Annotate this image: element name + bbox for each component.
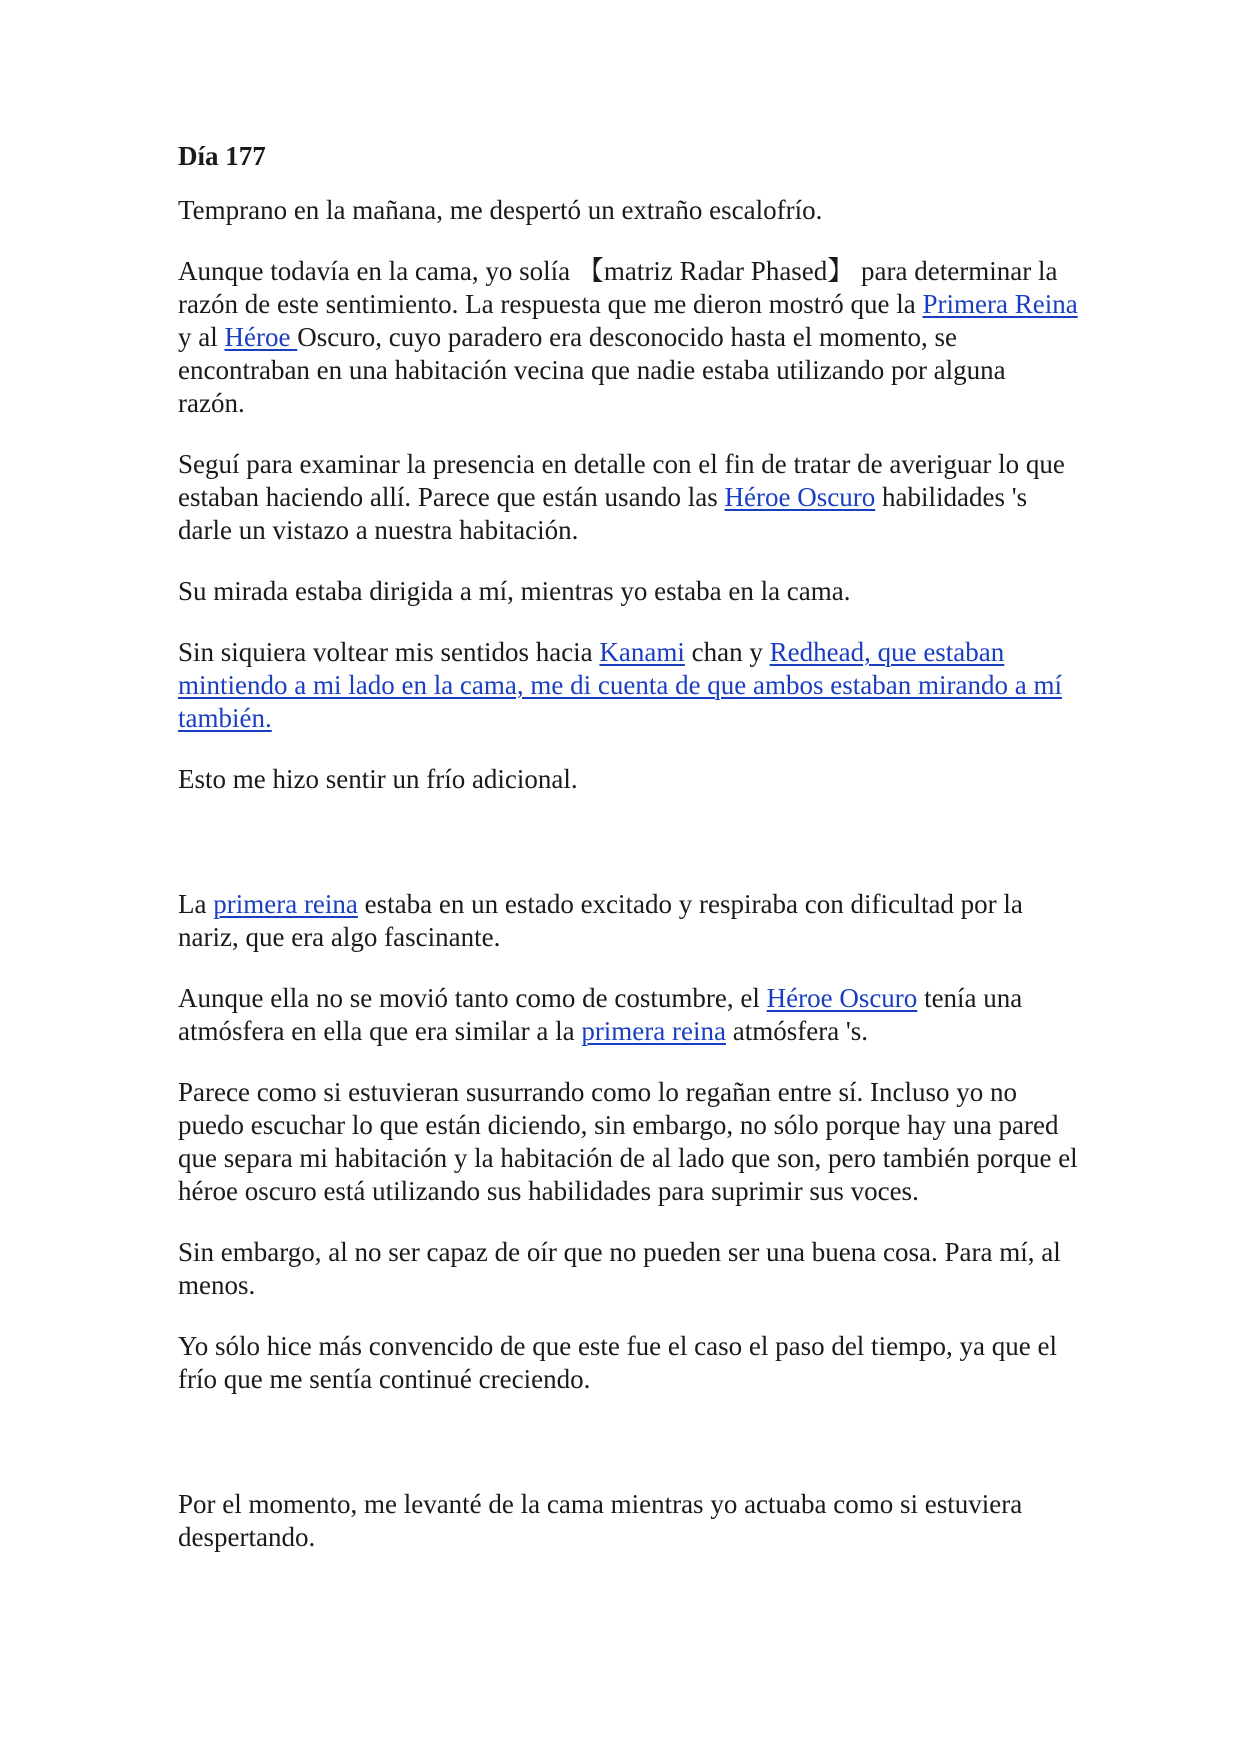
paragraph-11: Yo sólo hice más convencido de que este fue el caso el paso del tiempo, ya que el frío que me sentía continué creciendo.	[178, 1331, 1058, 1394]
paragraph-3	[178, 448, 1078, 547]
link-primera-reina-lower[interactable]: primera reina	[213, 889, 358, 919]
paragraph-8-text-3: atmósfera 's.	[725, 1016, 869, 1046]
section-gap-2	[178, 1424, 1078, 1488]
paragraph-5	[178, 636, 1078, 735]
link-redhead[interactable]: Redhead, que estaban mintiendo a mi lado en la cama, me di cuenta de que ambos estaban mirando a mí también.	[178, 637, 1062, 733]
link-primera-reina-2[interactable]: primera reina	[581, 1016, 726, 1046]
paragraph-2-text-2: y al	[178, 322, 225, 352]
paragraph-9: Parece como si estuvieran susurrando como lo regañan entre sí. Incluso yo no puedo escuchar lo que están diciendo, sin embargo, no sólo porque hay una pared que separa mi habitación y la habitación de al lado que son, pero también porque el héroe oscuro está utilizando sus habilidades para suprimir sus voces.	[178, 1077, 1078, 1206]
paragraph-7-text-1: La	[178, 889, 214, 919]
link-heroe[interactable]: Héroe	[224, 322, 298, 352]
paragraph-7-text-2: estaba en un estado excitado y respiraba con dificultad por la nariz, que era algo fascinante.	[178, 889, 1023, 952]
paragraph-5-text-1: Sin siquiera voltear mis sentidos hacia	[178, 637, 600, 667]
link-heroe-oscuro-2[interactable]: Héroe Oscuro	[766, 983, 918, 1013]
paragraph-2	[178, 255, 1078, 420]
paragraph-8-text-1: Aunque ella no se movió tanto como de costumbre, el	[178, 983, 767, 1013]
link-primera-reina[interactable]: Primera Reina	[922, 289, 1078, 319]
paragraph-8-text-2: tenía una atmósfera en ella que era similar a la	[178, 983, 1023, 1046]
paragraph-10: Sin embargo, al no ser capaz de oír que no pueden ser una buena cosa. Para mí, al menos.	[178, 1237, 1061, 1300]
paragraph-2-text-3: Oscuro, cuyo paradero era desconocido hasta el momento, se encontraban en una habitación vecina que nadie estaba utilizando por alguna razón.	[178, 322, 1006, 418]
link-kanami[interactable]: Kanami	[599, 637, 685, 667]
paragraph-3-text-2: habilidades 's darle un vistazo a nuestra habitación.	[178, 482, 1028, 545]
page-title: Día 177	[178, 141, 266, 171]
paragraph-7	[178, 888, 1078, 954]
paragraph-2-text-1: Aunque todavía en la cama, yo solía 【matriz Radar Phased】 para determinar la razón de este sentimiento. La respuesta que me dieron mostró que la	[178, 256, 1058, 319]
paragraph-8	[178, 982, 1078, 1048]
paragraph-3-text-1: Seguí para examinar la presencia en detalle con el fin de tratar de averiguar lo que estaban haciendo allí. Parece que están usando las	[178, 449, 1065, 512]
link-heroe-oscuro[interactable]: Héroe Oscuro	[724, 482, 876, 512]
paragraph-1: Temprano en la mañana, me despertó un extraño escalofrío.	[178, 195, 823, 225]
section-gap	[178, 824, 1078, 888]
document-page	[178, 140, 1078, 1582]
paragraph-5-text-2: chan y	[684, 637, 770, 667]
paragraph-12: Por el momento, me levanté de la cama mientras yo actuaba como si estuviera despertando.	[178, 1489, 1023, 1552]
paragraph-6: Esto me hizo sentir un frío adicional.	[178, 764, 578, 794]
paragraph-4: Su mirada estaba dirigida a mí, mientras yo estaba en la cama.	[178, 576, 851, 606]
